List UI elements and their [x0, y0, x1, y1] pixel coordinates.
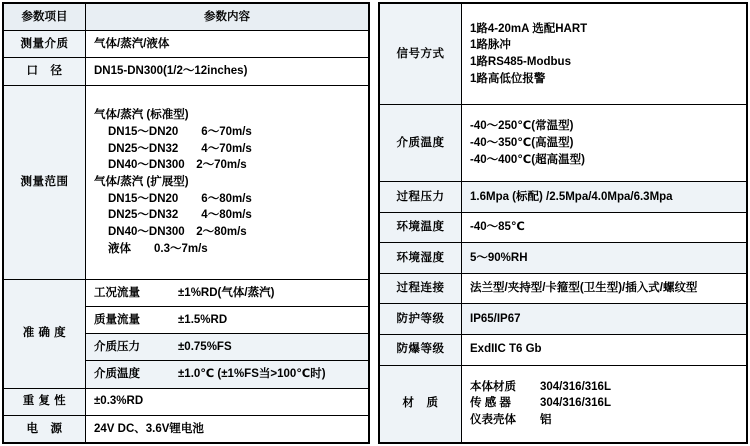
- signal-line: 1路4-20mA 选配HART: [470, 22, 588, 35]
- header-parameter-item: 参数项目: [4, 4, 86, 31]
- row-value-signal-type: [462, 4, 747, 105]
- signal-line: 1路高低位报警: [470, 72, 546, 85]
- row-label-explosion-proof-grade: 防爆等级: [380, 334, 462, 365]
- table-row: [380, 334, 747, 365]
- row-value-medium: 气体/蒸汽/液体: [86, 31, 369, 58]
- material-item: [470, 379, 741, 396]
- row-value-ambient-temperature: -40～85℃: [462, 212, 747, 243]
- table-row: [380, 182, 747, 213]
- header-parameter-content: 参数内容: [86, 4, 369, 31]
- table-row: [4, 388, 369, 415]
- row-value-diameter: DN15-DN300(1/2～12inches): [86, 58, 369, 85]
- left-spec-table: [3, 3, 369, 443]
- row-label-accuracy: 准 确 度: [4, 279, 86, 388]
- row-value-process-connection: 法兰型/夹持型/卡箍型(卫生型)/插入式/螺纹型: [462, 273, 747, 304]
- row-label-protection-grade: 防护等级: [380, 304, 462, 335]
- row-label-ambient-humidity: 环境湿度: [380, 243, 462, 274]
- row-value-explosion-proof-grade: ExdIIC T6 Gb: [462, 334, 747, 365]
- row-label-process-pressure: 过程压力: [380, 182, 462, 213]
- range-line: DN40～DN300 2～80m/s: [108, 225, 247, 238]
- row-value-process-pressure: 1.6Mpa (标配) /2.5Mpa/4.0Mpa/6.3Mpa: [462, 182, 747, 213]
- row-label-signal-type: 信号方式: [380, 4, 462, 105]
- range-line: DN25～DN32 4～70m/s: [108, 142, 252, 155]
- row-value-power: 24V DC、3.6V锂电池: [86, 415, 369, 442]
- range-line: 气体/蒸汽 (标准型): [94, 109, 189, 122]
- table-row: [380, 273, 747, 304]
- table-row: [380, 212, 747, 243]
- range-line: DN25～DN32 4～80m/s: [108, 209, 252, 222]
- row-value-medium-temperature: [462, 104, 747, 181]
- accuracy-key: 介质压力: [94, 341, 140, 354]
- row-label-process-connection: 过程连接: [380, 273, 462, 304]
- table-row: [4, 58, 369, 85]
- range-line: DN15～DN20 6～70m/s: [108, 125, 252, 138]
- accuracy-key: 工况流量: [94, 286, 140, 299]
- row-label-measuring-range: 测量范围: [4, 85, 86, 279]
- accuracy-row-working-flow: [86, 279, 369, 306]
- table-row: [380, 243, 747, 274]
- row-label-diameter: 口 径: [4, 58, 86, 85]
- medium-temp-line: -40～400℃(超高温型): [470, 153, 585, 166]
- material-key: 本体材质: [470, 380, 516, 393]
- row-label-material: 材 质: [380, 365, 462, 443]
- signal-line: 1路RS485-Modbus: [470, 55, 571, 68]
- range-line: DN15～DN20 6～80m/s: [108, 192, 252, 205]
- table-row-material: [380, 365, 747, 443]
- table-row-medium-temp: [380, 104, 747, 181]
- material-item: [470, 412, 741, 429]
- material-key: 传 感 器: [470, 397, 511, 410]
- accuracy-key: 质量流量: [94, 313, 140, 326]
- table-row: [4, 415, 369, 442]
- medium-temp-line: -40～250℃(常温型): [470, 120, 574, 133]
- accuracy-key: 介质温度: [94, 368, 140, 381]
- material-value: 304/316/316L: [540, 397, 611, 410]
- row-value-protection-grade: IP65/IP67: [462, 304, 747, 335]
- row-label-repeatability: 重 复 性: [4, 388, 86, 415]
- row-value-repeatability: ±0.3%RD: [86, 388, 369, 415]
- range-line: 液体 0.3～7m/s: [108, 242, 208, 255]
- range-line: DN40～DN300 2～70m/s: [108, 159, 247, 172]
- accuracy-row-mass-flow: [86, 307, 369, 334]
- row-label-power: 电 源: [4, 415, 86, 442]
- material-value: 304/316/316L: [540, 380, 611, 393]
- right-spec-panel: [378, 2, 748, 444]
- left-spec-panel: [2, 2, 370, 444]
- accuracy-value: ±1%RD(气体/蒸汽): [178, 286, 275, 299]
- accuracy-row-medium-temperature: [86, 361, 369, 388]
- accuracy-row-medium-pressure: [86, 334, 369, 361]
- row-label-medium: 测量介质: [4, 31, 86, 58]
- accuracy-value: ±1.5%RD: [178, 313, 228, 326]
- material-key: 仪表壳体: [470, 414, 516, 427]
- signal-line: 1路脉冲: [470, 39, 511, 52]
- accuracy-value: ±1.0℃ (±1%FS当>100℃时): [178, 368, 326, 381]
- row-label-medium-temperature: 介质温度: [380, 104, 462, 181]
- row-value-material: [462, 365, 747, 443]
- accuracy-value: ±0.75%FS: [178, 341, 232, 354]
- table-row: [380, 304, 747, 335]
- material-value: 铝: [540, 414, 552, 427]
- row-value-measuring-range: [86, 85, 369, 279]
- table-row: [4, 4, 369, 31]
- row-value-ambient-humidity: 5～90%RH: [462, 243, 747, 274]
- range-line: 气体/蒸汽 (扩展型): [94, 175, 189, 188]
- table-row: [4, 31, 369, 58]
- table-row-measuring-range: [4, 85, 369, 279]
- row-label-ambient-temperature: 环境温度: [380, 212, 462, 243]
- table-row-signal: [380, 4, 747, 105]
- right-spec-table: [379, 3, 747, 443]
- material-item: [470, 395, 741, 412]
- medium-temp-line: -40～350℃(高温型): [470, 136, 574, 149]
- table-row: [4, 279, 369, 306]
